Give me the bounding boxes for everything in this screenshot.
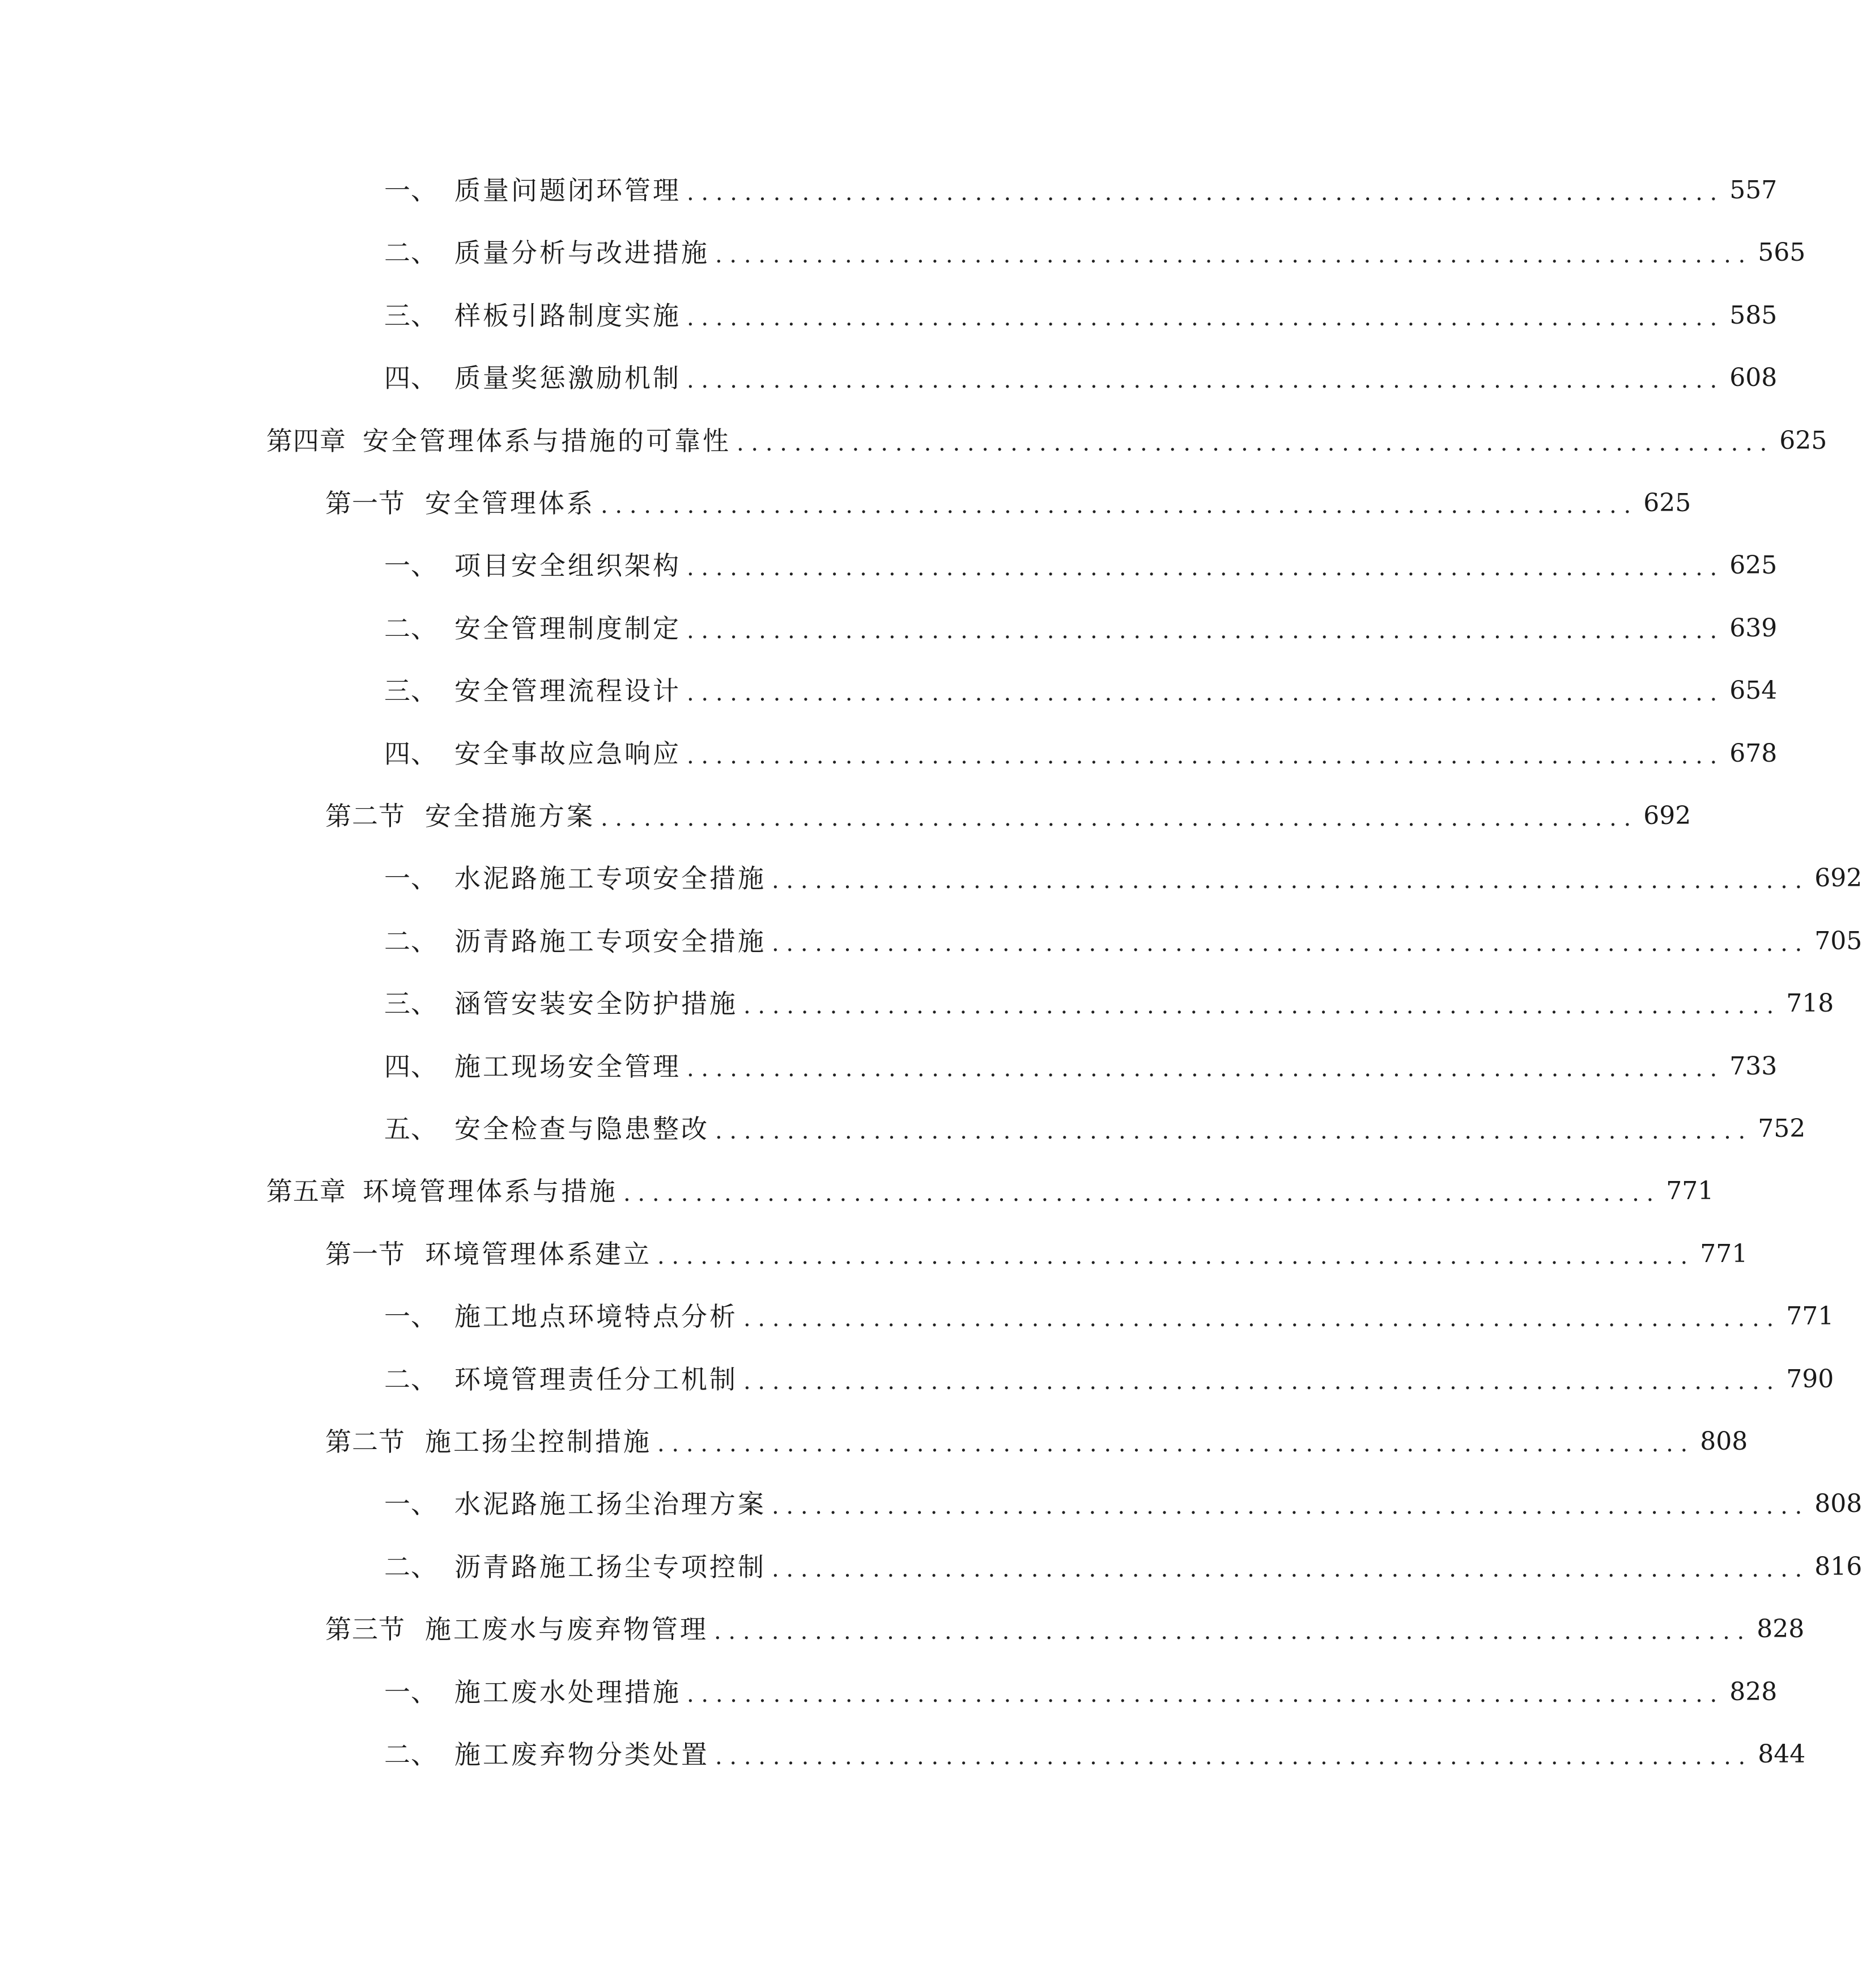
toc-entry-page-number: 771 (1786, 1302, 1834, 1331)
toc-entry-page-number: 557 (1729, 176, 1778, 205)
toc-entry-section[interactable] (325, 793, 1691, 839)
toc-entry-item[interactable] (384, 1544, 1862, 1590)
toc-entry-section[interactable] (325, 1607, 1805, 1652)
toc-entry-item[interactable] (384, 293, 1778, 338)
toc-dot-leader: . . . . . . . . . . . . . . . . . . . . . . . . . . . . . . . . . . . . . . . . . . . . . . . . . . . . . . . . . . . . . . . . . . . . . . . . (743, 1306, 1774, 1332)
toc-dot-leader: . . . . . . . . . . . . . . . . . . . . . . . . . . . . . . . . . . . . . . . . . . . . . . . . . . . . . . . . . . . . . . . . . . . . . . . . (743, 993, 1774, 1019)
toc-entry-title: 沥青路施工专项安全措施 (454, 926, 766, 957)
toc-dot-leader: . . . . . . . . . . . . . . . . . . . . . . . . . . . . . . . . . . . . . . . . . . . . . . . . . . . . . . . . . . . . . . . . . . . . . . . . (687, 367, 1718, 393)
toc-entry-page-number: 678 (1729, 739, 1778, 768)
toc-entry-title: 施工废水与废弃物管理 (425, 1614, 708, 1645)
toc-dot-leader: . . . . . . . . . . . . . . . . . . . . . . . . . . . . . . . . . . . . . . . . . . . . . . . . . . . . . . . . . . . . . . . . . . . . . . . . (772, 1493, 1803, 1519)
toc-entry-title: 水泥路施工专项安全措施 (454, 863, 766, 894)
toc-entry-chapter[interactable] (266, 418, 1827, 464)
toc-entry-title: 样板引路制度实施 (454, 300, 681, 331)
toc-entry-page-number: 565 (1758, 238, 1806, 267)
toc-entry-number: 二、 (384, 1364, 437, 1395)
toc-entry-page-number: 808 (1814, 1489, 1862, 1518)
toc-entry-title: 施工现场安全管理 (454, 1051, 681, 1082)
toc-entry-page-number: 828 (1729, 1677, 1778, 1706)
toc-entry-page-number: 733 (1729, 1052, 1778, 1081)
toc-entry-page-number: 692 (1814, 864, 1862, 893)
toc-entry-number: 三、 (384, 300, 437, 331)
toc-entry-item[interactable] (384, 1670, 1778, 1715)
toc-entry-title: 安全事故应急响应 (454, 738, 681, 769)
toc-entry-title: 安全管理体系 (425, 488, 595, 519)
toc-entry-item[interactable] (384, 1294, 1834, 1339)
toc-entry-number: 第一节 (325, 488, 405, 519)
toc-entry-item[interactable] (384, 1357, 1834, 1402)
toc-entry-item[interactable] (384, 668, 1778, 713)
toc-entry-title: 环境管理责任分工机制 (454, 1364, 738, 1395)
toc-entry-item[interactable] (384, 543, 1778, 588)
toc-dot-leader: . . . . . . . . . . . . . . . . . . . . . . . . . . . . . . . . . . . . . . . . . . . . . . . . . . . . . . . . . . . . . . . . . . . . . . . . (687, 743, 1718, 769)
toc-entry-number: 第二节 (325, 801, 405, 831)
toc-entry-item[interactable] (384, 981, 1834, 1026)
toc-entry-title: 施工废弃物分类处置 (454, 1739, 709, 1770)
toc-dot-leader: . . . . . . . . . . . . . . . . . . . . . . . . . . . . . . . . . . . . . . . . . . . . . . . . . . . . . . . . . . . . . . . . . . . . . . . . (687, 680, 1718, 706)
toc-entry-page-number: 771 (1666, 1176, 1714, 1205)
toc-entry-title: 环境管理体系建立 (425, 1239, 652, 1269)
toc-dot-leader: . . . . . . . . . . . . . . . . . . . . . . . . . . . . . . . . . . . . . . . . . . . . . . . . . . . . . . . . . . . . . . . . . . . . . . . . (714, 1619, 1745, 1645)
toc-entry-item[interactable] (384, 1044, 1778, 1089)
toc-entry-section[interactable] (325, 481, 1691, 526)
toc-entry-title: 安全措施方案 (425, 801, 595, 831)
toc-entry-section[interactable] (325, 1419, 1748, 1464)
toc-dot-leader: . . . . . . . . . . . . . . . . . . . . . . . . . . . . . . . . . . . . . . . . . . . . . . . . . . . . . . . . . . . . . . . . . . . . . . . . (601, 805, 1631, 831)
toc-entry-number: 四、 (384, 738, 437, 769)
toc-dot-leader: . . . . . . . . . . . . . . . . . . . . . . . . . . . . . . . . . . . . . . . . . . . . . . . . . . . . . . . . . . . . . . . . . . . . . . . . (687, 618, 1718, 644)
toc-entry-item[interactable] (384, 1106, 1806, 1152)
toc-entry-page-number: 692 (1643, 801, 1691, 830)
toc-entry-number: 四、 (384, 1051, 437, 1082)
toc-entry-number: 二、 (384, 1552, 437, 1582)
toc-entry-number: 第二节 (325, 1426, 405, 1457)
toc-entry-title: 安全检查与隐患整改 (454, 1114, 709, 1144)
toc-dot-leader: . . . . . . . . . . . . . . . . . . . . . . . . . . . . . . . . . . . . . . . . . . . . . . . . . . . . . . . . . . . . . . . . . . . . . . . . (657, 1431, 1688, 1457)
toc-dot-leader: . . . . . . . . . . . . . . . . . . . . . . . . . . . . . . . . . . . . . . . . . . . . . . . . . . . . . . . . . . . . . . . . . . . . . . . . (623, 1180, 1654, 1207)
toc-entry-page-number: 718 (1786, 989, 1834, 1018)
toc-entry-number: 第一节 (325, 1239, 405, 1269)
toc-entry-number: 二、 (384, 926, 437, 957)
toc-entry-number: 一、 (384, 1677, 437, 1707)
toc-dot-leader: . . . . . . . . . . . . . . . . . . . . . . . . . . . . . . . . . . . . . . . . . . . . . . . . . . . . . . . . . . . . . . . . . . . . . . . . (687, 180, 1718, 206)
toc-entry-page-number: 625 (1779, 426, 1827, 455)
toc-entry-title: 安全管理制度制定 (454, 613, 681, 644)
toc-entry-page-number: 705 (1814, 927, 1862, 955)
toc-entry-title: 施工扬尘控制措施 (425, 1426, 652, 1457)
toc-dot-leader: . . . . . . . . . . . . . . . . . . . . . . . . . . . . . . . . . . . . . . . . . . . . . . . . . . . . . . . . . . . . . . . . . . . . . . . . (687, 1056, 1718, 1082)
toc-entry-item[interactable] (384, 230, 1806, 275)
toc-dot-leader: . . . . . . . . . . . . . . . . . . . . . . . . . . . . . . . . . . . . . . . . . . . . . . . . . . . . . . . . . . . . . . . . . . . . . . . . (687, 305, 1718, 331)
toc-entry-item[interactable] (384, 1481, 1862, 1527)
toc-entry-title: 质量分析与改进措施 (454, 237, 709, 268)
toc-entry-page-number: 816 (1814, 1552, 1862, 1581)
toc-dot-leader: . . . . . . . . . . . . . . . . . . . . . . . . . . . . . . . . . . . . . . . . . . . . . . . . . . . . . . . . . . . . . . . . . . . . . . . . (772, 931, 1803, 957)
toc-dot-leader: . . . . . . . . . . . . . . . . . . . . . . . . . . . . . . . . . . . . . . . . . . . . . . . . . . . . . . . . . . . . . . . . . . . . . . . . (715, 1744, 1746, 1770)
toc-entry-title: 质量奖惩激励机制 (454, 363, 681, 393)
toc-entry-number: 第五章 (266, 1176, 346, 1207)
toc-entry-page-number: 844 (1758, 1740, 1806, 1769)
toc-entry-page-number: 654 (1729, 676, 1778, 705)
toc-entry-title: 涵管安装安全防护措施 (454, 988, 738, 1019)
toc-entry-item[interactable] (384, 919, 1862, 964)
toc-dot-leader: . . . . . . . . . . . . . . . . . . . . . . . . . . . . . . . . . . . . . . . . . . . . . . . . . . . . . . . . . . . . . . . . . . . . . . . . (772, 868, 1803, 894)
toc-entry-title: 施工地点环境特点分析 (454, 1301, 738, 1332)
toc-entry-title: 安全管理流程设计 (454, 676, 681, 706)
toc-dot-leader: . . . . . . . . . . . . . . . . . . . . . . . . . . . . . . . . . . . . . . . . . . . . . . . . . . . . . . . . . . . . . . . . . . . . . . . . (687, 555, 1718, 581)
toc-entry-page-number: 752 (1758, 1114, 1806, 1143)
toc-entry-page-number: 828 (1757, 1615, 1805, 1643)
toc-entry-page-number: 625 (1643, 488, 1691, 517)
toc-entry-number: 一、 (384, 863, 437, 894)
toc-entry-title: 水泥路施工扬尘治理方案 (454, 1489, 766, 1519)
toc-entry-number: 第四章 (266, 426, 346, 456)
toc-entry-number: 一、 (384, 1489, 437, 1519)
toc-entry-title: 安全管理体系与措施的可靠性 (363, 426, 731, 456)
toc-entry-page-number: 608 (1729, 363, 1778, 392)
toc-dot-leader: . . . . . . . . . . . . . . . . . . . . . . . . . . . . . . . . . . . . . . . . . . . . . . . . . . . . . . . . . . . . . . . . . . . . . . . . (715, 1118, 1746, 1144)
toc-entry-item[interactable] (384, 606, 1778, 651)
toc-entry-number: 一、 (384, 1301, 437, 1332)
toc-entry-title: 质量问题闭环管理 (454, 175, 681, 206)
toc-dot-leader: . . . . . . . . . . . . . . . . . . . . . . . . . . . . . . . . . . . . . . . . . . . . . . . . . . . . . . . . . . . . . . . . . . . . . . . . (687, 1681, 1718, 1707)
toc-dot-leader: . . . . . . . . . . . . . . . . . . . . . . . . . . . . . . . . . . . . . . . . . . . . . . . . . . . . . . . . . . . . . . . . . . . . . . . . (737, 430, 1767, 456)
toc-entry-title: 施工废水处理措施 (454, 1677, 681, 1707)
toc-entry-number: 三、 (384, 676, 437, 706)
toc-entry-number: 四、 (384, 363, 437, 393)
toc-entry-number: 第三节 (325, 1614, 405, 1645)
toc-dot-leader: . . . . . . . . . . . . . . . . . . . . . . . . . . . . . . . . . . . . . . . . . . . . . . . . . . . . . . . . . . . . . . . . . . . . . . . . (657, 1243, 1688, 1269)
toc-entry-title: 沥青路施工扬尘专项控制 (454, 1552, 766, 1582)
toc-entry-page-number: 808 (1700, 1427, 1748, 1456)
toc-entry-item[interactable] (384, 168, 1778, 213)
toc-dot-leader: . . . . . . . . . . . . . . . . . . . . . . . . . . . . . . . . . . . . . . . . . . . . . . . . . . . . . . . . . . . . . . . . . . . . . . . . (772, 1556, 1803, 1582)
toc-entry-title: 环境管理体系与措施 (363, 1176, 618, 1207)
toc-entry-number: 二、 (384, 237, 437, 268)
toc-dot-leader: . . . . . . . . . . . . . . . . . . . . . . . . . . . . . . . . . . . . . . . . . . . . . . . . . . . . . . . . . . . . . . . . . . . . . . . . (743, 1369, 1774, 1395)
toc-entry-number: 五、 (384, 1114, 437, 1144)
toc-entry-chapter[interactable] (266, 1169, 1714, 1214)
toc-entry-page-number: 771 (1700, 1239, 1748, 1268)
toc-entry-item[interactable] (384, 856, 1862, 901)
toc-entry-number: 一、 (384, 175, 437, 206)
toc-entry-page-number: 625 (1729, 551, 1778, 580)
toc-entry-number: 三、 (384, 988, 437, 1019)
toc-dot-leader: . . . . . . . . . . . . . . . . . . . . . . . . . . . . . . . . . . . . . . . . . . . . . . . . . . . . . . . . . . . . . . . . . . . . . . . . (715, 242, 1746, 268)
toc-entry-number: 二、 (384, 613, 437, 644)
toc-entry-item[interactable] (384, 1732, 1806, 1777)
toc-entry-page-number: 585 (1729, 301, 1778, 330)
toc-entry-number: 二、 (384, 1739, 437, 1770)
toc-entry-page-number: 790 (1786, 1365, 1834, 1394)
toc-entry-item[interactable] (384, 731, 1778, 776)
toc-entry-item[interactable] (384, 355, 1778, 401)
toc-entry-title: 项目安全组织架构 (454, 550, 681, 581)
toc-entry-page-number: 639 (1729, 614, 1778, 643)
toc-dot-leader: . . . . . . . . . . . . . . . . . . . . . . . . . . . . . . . . . . . . . . . . . . . . . . . . . . . . . . . . . . . . . . . . . . . . . . . . (601, 492, 1631, 519)
toc-entry-section[interactable] (325, 1231, 1748, 1277)
toc-entry-number: 一、 (384, 550, 437, 581)
